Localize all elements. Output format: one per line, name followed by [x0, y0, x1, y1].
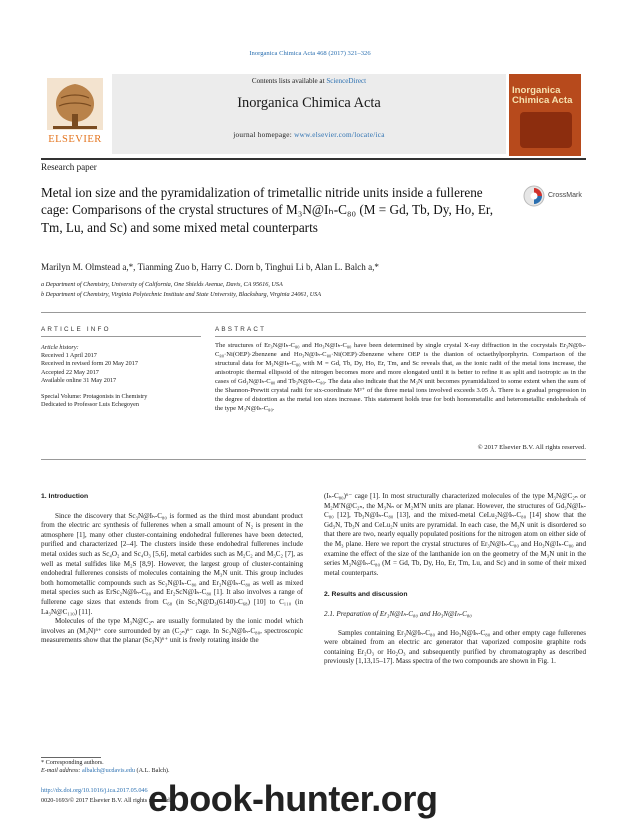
homepage-link[interactable]: www.elsevier.com/locate/ica [294, 131, 385, 139]
cover-title: Inorganica Chimica Acta [512, 85, 573, 106]
intro-heading: 1. Introduction [41, 493, 89, 500]
results-heading: 2. Results and discussion [324, 591, 408, 599]
article-title: Metal ion size and the pyramidalization of trimetallic nitride units inside a fullerene cage: Comparisons of the crystal structures of M₃N@Iₕ-C₈₀ (M = Gd, Tb, Dy, Ho, Er, Tm, Lu, and Sc) and some mixed metal counterparts [41, 185, 494, 235]
article-type: Research paper [41, 162, 97, 172]
results-paragraph-1: Samples containing Er₃N@Iₕ-C₈₀ and Ho₃N@Iₕ-C₈₀ and other empty cage fullerenes were obtained from an electric arc generator that vaporized composite graphite rods containing Er₂O₃ or Ho₂O₃ and subsequently purified by chromatography as described previously [1,13,15–17]. Mass spectra of the two compounds are shown in Fig. 1. [324, 628, 586, 666]
journal-reference[interactable]: Inorganica Chimica Acta 468 (2017) 321–326 [249, 50, 371, 57]
issn-line: 0020-1693/© 2017 Elsevier B.V. All rights reserved. [41, 797, 172, 804]
footnote [41, 759, 303, 775]
journal-header-band [112, 74, 506, 154]
dedication: Dedicated to Professor Luis Echegoyen [41, 401, 139, 409]
intro-paragraph-1: Since the discovery that Sc₃N@Iₕ-C₈₀ is formed as the third most abundant product from the electric arc synthesis of fullerenes when a small amount of N₂ is present in the atmosphere [1], many other cluster-containing endohedral fullerenes have been detected, purified and characterized [2–4]. The clusters inside these endohedral fullerenes include metal oxides such as Sc₄O₂ and Sc₄O₃ [5,6], metal carbides such as M₂C₂ and M₃C₂ [7], as well as metal sulfides like M₂S [8,9]. However, the largest group of cluster-containing endohedral fullerenes consists of molecules containing the M₃N unit. This group includes both homometallic compounds such as Sc₃N@Iₕ-C₈₀ and Er₃N@Iₕ-C₈₀ as well as mixed metal species such as ErSc₂N@Iₕ-C₈₀ and Er₂ScN@Iₕ-C₈₀ [1]. It also involves a range of fullerene cage sizes that extends from C₆₈ (in Sc₃N@D₃(6140)-C₆₈) [10] to C₁₁₀ (in La₃N@C₁₁₀) [11]. [41, 511, 303, 616]
history-online: Available online 31 May 2017 [41, 376, 117, 384]
homepage-line [112, 131, 506, 139]
abstract-heading: ABSTRACT [215, 326, 267, 333]
divider [41, 312, 586, 313]
homepage-prefix: journal homepage: [233, 131, 295, 139]
footnote-rule [41, 757, 101, 758]
email-label: E-mail address: [41, 767, 83, 775]
article-info [41, 344, 201, 409]
sciencedirect-link[interactable]: ScienceDirect [326, 77, 367, 85]
history-revised: Received in revised form 20 May 2017 [41, 360, 138, 368]
intro-paragraph-2: Molecules of the type M₃N@C₂ₙ are usually formulated by the ionic model which involves an (M₃N)⁶⁺ core surrounded by an (C₂ₙ)⁶⁻ cage. In Sc₃N@Iₕ-C₈₀, spectroscopic measurements show that the planar (Sc₃N)⁶⁺ unit is freely rotating inside the [41, 617, 303, 645]
intro-paragraph-3: (Iₕ-C₈₀)⁶⁻ cage [1]. In most structurally characterized molecules of the type M₃N@C₂ₙ or M₂M′N@C₂ₙ, the M₃Nₙ or M₂M′N units are planar. However, the structures of Gd₃N@Iₕ-C₈₀ [12], Tb₃N@Iₕ-C₈₀ [13], and the mixed-metal CeLu₂N@Iₕ-C₈₀ [14] show that the Gd₃N, Tb₃N and CeLu₂N units are pyramidal. In each case, the M₃N unit is disordered so that there are two, nearly equally populated positions for the nitrogen atom on either side of the M₃ plane. Here we report the crystal structures of Er₃N@Iₕ-C₈₀ and Ho₃N@Iₕ-C₈₀ and examine the effect of the size of the lanthanide ion on the geometry of the M₃N unit in the series M₃N@Iₕ-C₈₀ (M = Gd, Tb, Dy, Ho, Er, Tm, Lu, and Sc) and in some of their mixed metal counterparts. [324, 492, 586, 577]
copyright: © 2017 Elsevier B.V. All rights reserved. [477, 444, 586, 451]
column-right [324, 492, 586, 667]
doi-link[interactable]: http://dx.doi.org/10.1016/j.ica.2017.05.046 [41, 787, 148, 794]
divider [215, 336, 586, 337]
column-left [41, 492, 303, 646]
history-label: Article history: [41, 344, 79, 351]
affiliation-a: a Department of Chemistry, University of California, One Shields Avenue, Davis, CA 95616, USA [41, 281, 283, 288]
divider [41, 459, 586, 460]
email-link[interactable]: albalch@ucdavis.edu [82, 767, 135, 775]
crossmark-label: CrossMark [548, 192, 582, 199]
elsevier-logo [41, 76, 109, 146]
history-received: Received 1 April 2017 [41, 352, 97, 360]
author-list: Marilyn M. Olmstead a,*, Tianming Zuo b, Harry C. Dorn b, Tinghui Li b, Alan L. Balch a,* [41, 262, 379, 272]
email-line [41, 767, 303, 775]
affiliation-b: b Department of Chemistry, Virginia Polytechnic Institute and State University, Blacksburg, Virginia 24061, USA [41, 291, 322, 298]
crossmark-badge[interactable] [523, 185, 585, 209]
corresponding-note: * Corresponding authors. [41, 759, 104, 766]
preparation-subheading: 2.1. Preparation of Er₃N@Iₕ-C₈₀ and Ho₃N@Iₕ-C₈₀ [324, 609, 472, 618]
divider [41, 336, 201, 337]
crossmark-icon [523, 185, 545, 207]
contents-line [112, 77, 506, 85]
header-rule [41, 158, 586, 160]
contents-prefix: Contents lists available at [251, 77, 327, 85]
watermark: ebook-hunter.org [148, 778, 438, 819]
cover-artwork [520, 112, 572, 148]
email-suffix: (A.L. Balch). [134, 767, 170, 775]
article-info-heading: ARTICLE INFO [41, 326, 111, 333]
abstract-text: The structures of Er₃N@Iₕ-C₈₀ and Ho₃N@Iₕ-C₈₀ have been determined by single crystal X-ray diffraction in the cocrystals Er₃N@Iₕ-C₈₀·Ni(OEP)·2benzene and Ho₃N@Iₕ-C₈₀·Ni(OEP)·2benzene where OEP is the dianion of octaethylporphyrin. Comparison of the structural data for M₃N@Iₕ-C₈₀ with M = Gd, Tb, Dy, Ho, Er, Tm, and Sc reveals that, as the ionic radii of the metal ions increase, the anisotropic thermal ellipsoid of the nitrogen becomes more and more elongated until it is better to refine it as split and isotropic as in the cases of Gd₃N@Iₕ-C₈₀ and Tb₃N@Iₕ-C₈₀. The data also indicate that the M₃N unit becomes pyramidalized to some extent when the sum of the Shannon-Prewitt crystal radii for six-coordinate M³⁺ of the three metal ions involved exceeds 3.05 Å. There is a gradual progression in the degree of distortion as the metal ion sizes increase. This statement holds true for both homometallic and heterometallic endohedrals of the type M₃N@Iₕ-C₈₀. [215, 342, 586, 413]
elsevier-wordmark: ELSEVIER [48, 134, 102, 145]
journal-title: Inorganica Chimica Acta [237, 95, 381, 111]
special-volume: Special Volume: Protagonists in Chemistry [41, 393, 148, 401]
history-accepted: Accepted 22 May 2017 [41, 368, 99, 376]
